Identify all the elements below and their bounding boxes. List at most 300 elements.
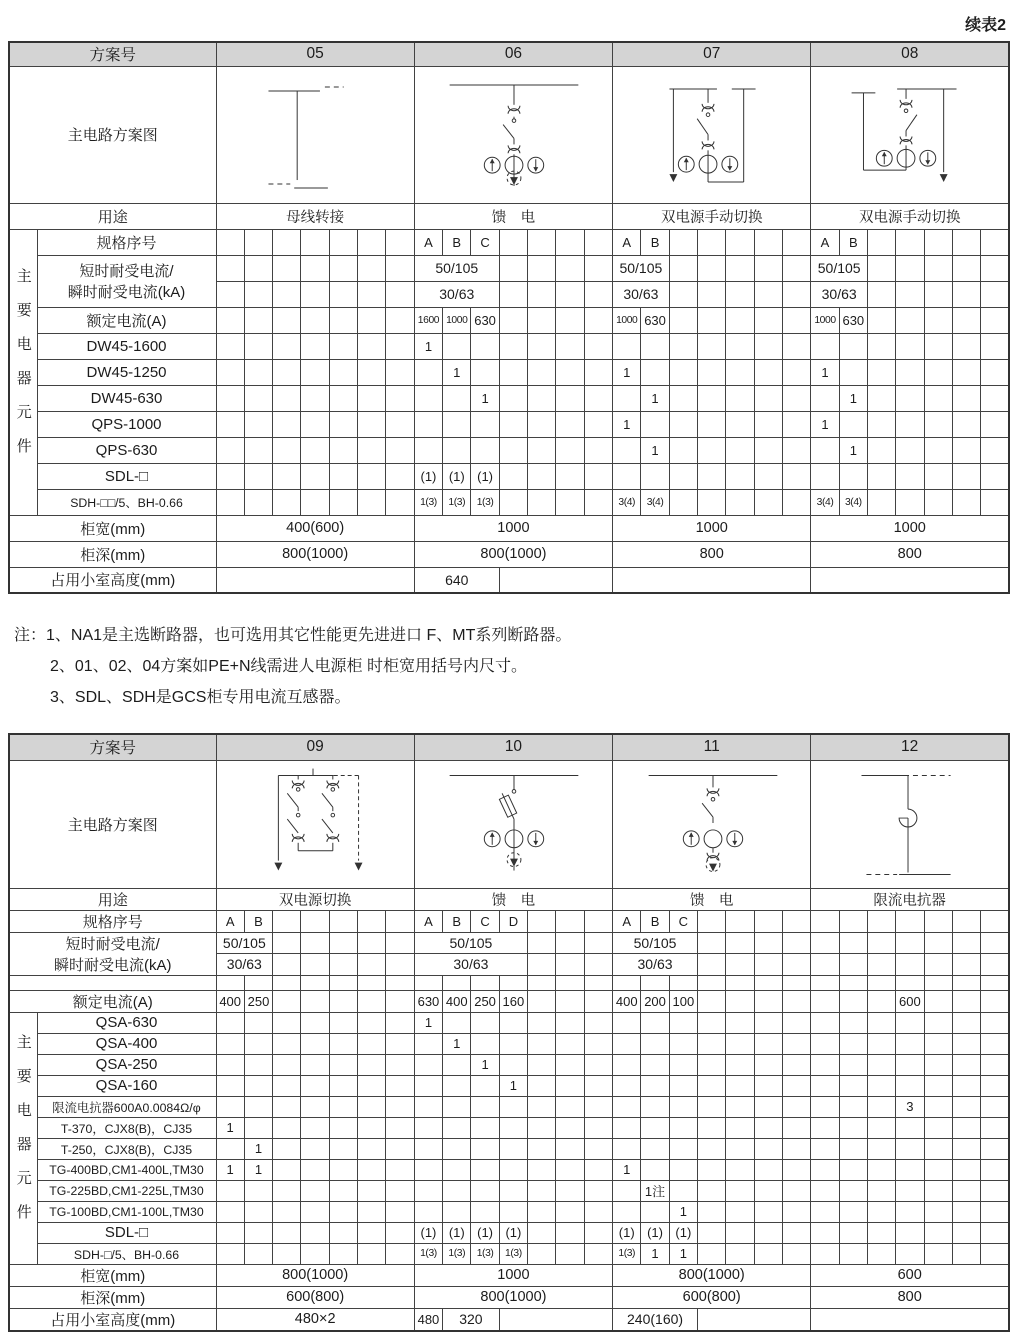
value-cell <box>386 385 414 411</box>
value-cell: 1 <box>443 359 471 385</box>
value-cell <box>754 1138 782 1159</box>
value-cell: (1) <box>443 1222 471 1243</box>
value-cell: 400 <box>216 990 244 1012</box>
value-cell <box>273 990 301 1012</box>
notes <box>14 620 1008 713</box>
value-cell <box>641 975 669 990</box>
value-cell <box>726 954 754 976</box>
value-cell <box>386 1075 414 1096</box>
value-cell <box>698 1075 726 1096</box>
value-cell <box>782 1096 810 1117</box>
value-cell <box>499 975 527 990</box>
value-cell <box>867 359 895 385</box>
value-cell <box>811 1159 839 1180</box>
value-cell <box>528 1054 556 1075</box>
value-cell <box>216 385 244 411</box>
value-cell: 600 <box>811 1264 1009 1286</box>
value-cell <box>726 1075 754 1096</box>
value-cell <box>499 307 527 333</box>
value-cell: 630 <box>471 307 499 333</box>
component-group-label: 主要电器元件 <box>9 229 37 515</box>
value-cell <box>641 359 669 385</box>
value-cell <box>329 463 357 489</box>
value-cell <box>726 281 754 307</box>
value-cell: 1(3) <box>443 1243 471 1264</box>
value-cell <box>443 1096 471 1117</box>
value-cell <box>754 1075 782 1096</box>
row-label: 占用小室高度(mm) <box>9 1308 216 1331</box>
value-cell: 800 <box>811 541 1009 567</box>
value-cell: 1 <box>839 437 867 463</box>
row-label: 短时耐受电流/ 瞬时耐受电流(kA) <box>9 932 216 975</box>
diagram-row <box>9 66 1009 203</box>
value-cell <box>556 1138 584 1159</box>
value-cell <box>981 1243 1009 1264</box>
value-cell <box>358 1180 386 1201</box>
value-cell <box>867 489 895 515</box>
value-cell <box>952 1243 980 1264</box>
value-cell <box>669 1096 697 1117</box>
value-cell <box>726 385 754 411</box>
value-cell <box>528 437 556 463</box>
value-cell <box>273 411 301 437</box>
value-cell <box>726 229 754 255</box>
value-cell <box>414 411 442 437</box>
row-label: 柜宽(mm) <box>9 515 216 541</box>
value-cell <box>896 932 924 954</box>
value-cell <box>754 1054 782 1075</box>
value-cell: 240(160) <box>613 1308 698 1331</box>
value-cell <box>726 1222 754 1243</box>
value-cell <box>782 1012 810 1033</box>
value-cell <box>754 307 782 333</box>
value-cell <box>811 975 839 990</box>
table-row <box>9 1117 1009 1138</box>
value-cell: 30/63 <box>216 954 273 976</box>
value-cell: 640 <box>414 567 499 593</box>
scheme-number: 12 <box>811 734 1009 760</box>
value-cell <box>386 1054 414 1075</box>
value-cell <box>896 1012 924 1033</box>
value-cell <box>386 411 414 437</box>
value-cell: 600(800) <box>216 1286 414 1308</box>
value-cell <box>811 1138 839 1159</box>
value-cell <box>556 411 584 437</box>
row-label: QPS-630 <box>37 437 216 463</box>
value-cell <box>329 229 357 255</box>
value-cell <box>301 1075 329 1096</box>
circuit-diagram <box>414 66 612 203</box>
value-cell <box>669 1159 697 1180</box>
value-cell <box>584 1222 612 1243</box>
value-cell <box>329 1201 357 1222</box>
value-cell <box>386 463 414 489</box>
value-cell <box>528 385 556 411</box>
value-cell <box>414 1117 442 1138</box>
value-cell <box>499 281 527 307</box>
value-cell <box>896 463 924 489</box>
value-cell: 1 <box>216 1117 244 1138</box>
value-cell <box>726 489 754 515</box>
value-cell <box>216 1033 244 1054</box>
value-cell <box>556 932 584 954</box>
value-cell <box>669 1054 697 1075</box>
value-cell: C <box>471 910 499 932</box>
value-cell <box>301 954 329 976</box>
value-cell <box>782 1243 810 1264</box>
row-label: 短时耐受电流/ 瞬时耐受电流(kA) <box>37 255 216 307</box>
value-cell <box>358 411 386 437</box>
row-label: 用途 <box>9 203 216 229</box>
value-cell <box>556 255 584 281</box>
value-cell <box>811 1012 839 1033</box>
value-cell <box>499 1033 527 1054</box>
value-cell <box>698 307 726 333</box>
value-cell <box>811 1054 839 1075</box>
value-cell <box>584 359 612 385</box>
value-cell <box>528 954 556 976</box>
value-cell <box>528 1117 556 1138</box>
value-cell <box>669 463 697 489</box>
value-cell <box>754 1012 782 1033</box>
value-cell <box>244 307 272 333</box>
value-cell <box>896 437 924 463</box>
value-cell: D <box>499 910 527 932</box>
value-cell <box>386 932 414 954</box>
value-cell <box>867 1096 895 1117</box>
value-cell <box>839 990 867 1012</box>
value-cell <box>754 489 782 515</box>
table-row <box>9 990 1009 1012</box>
table-row <box>9 515 1009 541</box>
value-cell <box>301 1243 329 1264</box>
value-cell <box>358 1138 386 1159</box>
value-cell <box>981 1117 1009 1138</box>
value-cell <box>301 333 329 359</box>
value-cell <box>244 1222 272 1243</box>
value-cell <box>556 489 584 515</box>
table-row <box>9 1243 1009 1264</box>
value-cell <box>867 1054 895 1075</box>
value-cell <box>952 281 980 307</box>
value-cell <box>726 975 754 990</box>
value-cell <box>244 463 272 489</box>
value-cell <box>301 932 329 954</box>
value-cell <box>811 1096 839 1117</box>
value-cell <box>924 1096 952 1117</box>
value-cell <box>301 1033 329 1054</box>
value-cell <box>669 333 697 359</box>
value-cell <box>981 281 1009 307</box>
value-cell <box>726 411 754 437</box>
value-cell <box>528 1096 556 1117</box>
value-cell <box>584 1243 612 1264</box>
value-cell <box>329 489 357 515</box>
value-cell <box>414 975 442 990</box>
value-cell: 馈 电 <box>613 888 811 910</box>
value-cell <box>641 1201 669 1222</box>
value-cell <box>499 359 527 385</box>
value-cell: 1 <box>641 385 669 411</box>
value-cell <box>301 1054 329 1075</box>
circuit-diagram <box>216 760 414 888</box>
value-cell <box>924 229 952 255</box>
value-cell <box>981 954 1009 976</box>
value-cell <box>584 990 612 1012</box>
value-cell <box>782 910 810 932</box>
value-cell: 800 <box>811 1286 1009 1308</box>
value-cell <box>867 954 895 976</box>
value-cell: 1 <box>443 1033 471 1054</box>
value-cell <box>273 281 301 307</box>
value-cell <box>528 1012 556 1033</box>
value-cell: 400 <box>443 990 471 1012</box>
value-cell <box>329 990 357 1012</box>
value-cell <box>556 975 584 990</box>
value-cell: 630 <box>641 307 669 333</box>
value-cell <box>273 1096 301 1117</box>
value-cell: 200 <box>641 990 669 1012</box>
value-cell: 1 <box>414 1012 442 1033</box>
row-label: 柜宽(mm) <box>9 1264 216 1286</box>
value-cell <box>698 1308 811 1331</box>
value-cell: C <box>669 910 697 932</box>
scheme-number: 10 <box>414 734 612 760</box>
value-cell <box>726 1159 754 1180</box>
value-cell <box>698 489 726 515</box>
value-cell <box>726 1138 754 1159</box>
value-cell <box>669 281 697 307</box>
value-cell <box>499 255 527 281</box>
spec-table-schemes-05-08 <box>8 41 1010 594</box>
value-cell <box>698 1054 726 1075</box>
value-cell <box>329 910 357 932</box>
value-cell <box>782 437 810 463</box>
value-cell <box>811 910 839 932</box>
value-cell <box>471 1201 499 1222</box>
value-cell <box>443 333 471 359</box>
value-cell <box>584 385 612 411</box>
note-line: 3、SDL、SDH是GCS柜专用电流互感器。 <box>50 689 351 706</box>
value-cell <box>698 1033 726 1054</box>
value-cell <box>499 1308 612 1331</box>
value-cell <box>273 437 301 463</box>
value-cell <box>782 359 810 385</box>
value-cell: 800 <box>613 541 811 567</box>
scheme-number: 08 <box>811 42 1009 66</box>
value-cell <box>641 1012 669 1033</box>
value-cell: A <box>414 910 442 932</box>
table-row <box>9 1096 1009 1117</box>
value-cell <box>782 990 810 1012</box>
value-cell <box>981 932 1009 954</box>
value-cell <box>726 307 754 333</box>
value-cell: 630 <box>839 307 867 333</box>
value-cell <box>641 1033 669 1054</box>
value-cell <box>443 1054 471 1075</box>
value-cell <box>867 1117 895 1138</box>
value-cell <box>499 411 527 437</box>
value-cell <box>952 333 980 359</box>
value-cell <box>981 307 1009 333</box>
value-cell <box>754 1033 782 1054</box>
value-cell <box>528 1159 556 1180</box>
value-cell <box>244 1243 272 1264</box>
value-cell <box>216 463 244 489</box>
value-cell <box>867 1180 895 1201</box>
value-cell <box>499 1180 527 1201</box>
value-cell <box>358 954 386 976</box>
value-cell <box>613 385 641 411</box>
value-cell: (1) <box>414 1222 442 1243</box>
value-cell: 3(4) <box>613 489 641 515</box>
value-cell <box>273 1054 301 1075</box>
value-cell <box>358 990 386 1012</box>
value-cell: 1 <box>216 1159 244 1180</box>
value-cell <box>584 489 612 515</box>
value-cell <box>811 1075 839 1096</box>
value-cell <box>981 1033 1009 1054</box>
value-cell <box>471 1180 499 1201</box>
value-cell <box>952 1075 980 1096</box>
value-cell <box>754 990 782 1012</box>
value-cell: 50/105 <box>414 932 527 954</box>
value-cell <box>726 333 754 359</box>
value-cell <box>782 1159 810 1180</box>
table-row <box>9 1012 1009 1033</box>
table-row <box>9 203 1009 229</box>
value-cell <box>301 437 329 463</box>
value-cell <box>443 411 471 437</box>
value-cell <box>726 1243 754 1264</box>
value-cell <box>867 990 895 1012</box>
value-cell <box>386 333 414 359</box>
value-cell: 3(4) <box>811 489 839 515</box>
row-label: TG-225BD,CM1-225L,TM30 <box>37 1180 216 1201</box>
value-cell <box>414 437 442 463</box>
value-cell <box>613 1096 641 1117</box>
value-cell <box>358 1222 386 1243</box>
value-cell <box>867 385 895 411</box>
value-cell <box>981 1201 1009 1222</box>
value-cell <box>669 385 697 411</box>
value-cell <box>244 229 272 255</box>
value-cell <box>952 975 980 990</box>
value-cell <box>556 1159 584 1180</box>
value-cell <box>811 990 839 1012</box>
row-label: DW45-1600 <box>37 333 216 359</box>
value-cell <box>244 975 272 990</box>
value-cell: 1 <box>613 411 641 437</box>
value-cell <box>669 1117 697 1138</box>
table-row <box>9 1222 1009 1243</box>
value-cell <box>867 932 895 954</box>
value-cell <box>216 255 244 281</box>
value-cell <box>499 1138 527 1159</box>
value-cell <box>726 1096 754 1117</box>
value-cell <box>584 1096 612 1117</box>
value-cell: 1000 <box>613 307 641 333</box>
value-cell: B <box>641 229 669 255</box>
value-cell <box>669 411 697 437</box>
value-cell <box>358 1075 386 1096</box>
value-cell <box>782 229 810 255</box>
value-cell <box>556 437 584 463</box>
value-cell <box>499 489 527 515</box>
value-cell <box>301 385 329 411</box>
value-cell <box>811 1180 839 1201</box>
value-cell <box>216 975 244 990</box>
table-row <box>9 463 1009 489</box>
value-cell <box>273 1117 301 1138</box>
value-cell <box>216 567 414 593</box>
value-cell <box>358 437 386 463</box>
value-cell <box>216 1075 244 1096</box>
value-cell <box>386 1117 414 1138</box>
value-cell <box>896 975 924 990</box>
spec-table-schemes-09-12 <box>8 733 1010 1332</box>
value-cell <box>754 359 782 385</box>
value-cell <box>896 1075 924 1096</box>
value-cell <box>273 385 301 411</box>
value-cell <box>414 1180 442 1201</box>
value-cell <box>273 1180 301 1201</box>
value-cell: 100 <box>669 990 697 1012</box>
value-cell <box>329 1096 357 1117</box>
value-cell <box>556 1054 584 1075</box>
value-cell <box>584 1117 612 1138</box>
value-cell <box>244 1201 272 1222</box>
value-cell <box>613 437 641 463</box>
value-cell <box>698 255 726 281</box>
value-cell <box>867 1033 895 1054</box>
value-cell <box>754 1159 782 1180</box>
value-cell <box>839 932 867 954</box>
value-cell <box>896 1033 924 1054</box>
value-cell: 50/105 <box>613 255 670 281</box>
value-cell <box>273 1159 301 1180</box>
value-cell <box>386 255 414 281</box>
value-cell <box>414 385 442 411</box>
value-cell <box>698 333 726 359</box>
value-cell <box>839 333 867 359</box>
value-cell <box>528 1138 556 1159</box>
value-cell: 800(1000) <box>216 1264 414 1286</box>
value-cell <box>443 975 471 990</box>
value-cell <box>386 489 414 515</box>
value-cell: 1000 <box>414 515 612 541</box>
row-label: TG-400BD,CM1-400L,TM30 <box>37 1159 216 1180</box>
value-cell <box>216 489 244 515</box>
value-cell <box>669 307 697 333</box>
value-cell <box>584 1075 612 1096</box>
value-cell <box>244 1117 272 1138</box>
value-cell <box>867 975 895 990</box>
value-cell <box>358 359 386 385</box>
value-cell <box>244 1033 272 1054</box>
row-label: 柜深(mm) <box>9 1286 216 1308</box>
value-cell: 1 <box>811 359 839 385</box>
value-cell <box>669 255 697 281</box>
value-cell <box>698 910 726 932</box>
diagram-row-label: 主电路方案图 <box>9 760 216 888</box>
value-cell <box>839 1054 867 1075</box>
value-cell: 320 <box>443 1308 500 1331</box>
row-label: DW45-630 <box>37 385 216 411</box>
scheme-number: 11 <box>613 734 811 760</box>
value-cell <box>952 437 980 463</box>
value-cell <box>839 359 867 385</box>
